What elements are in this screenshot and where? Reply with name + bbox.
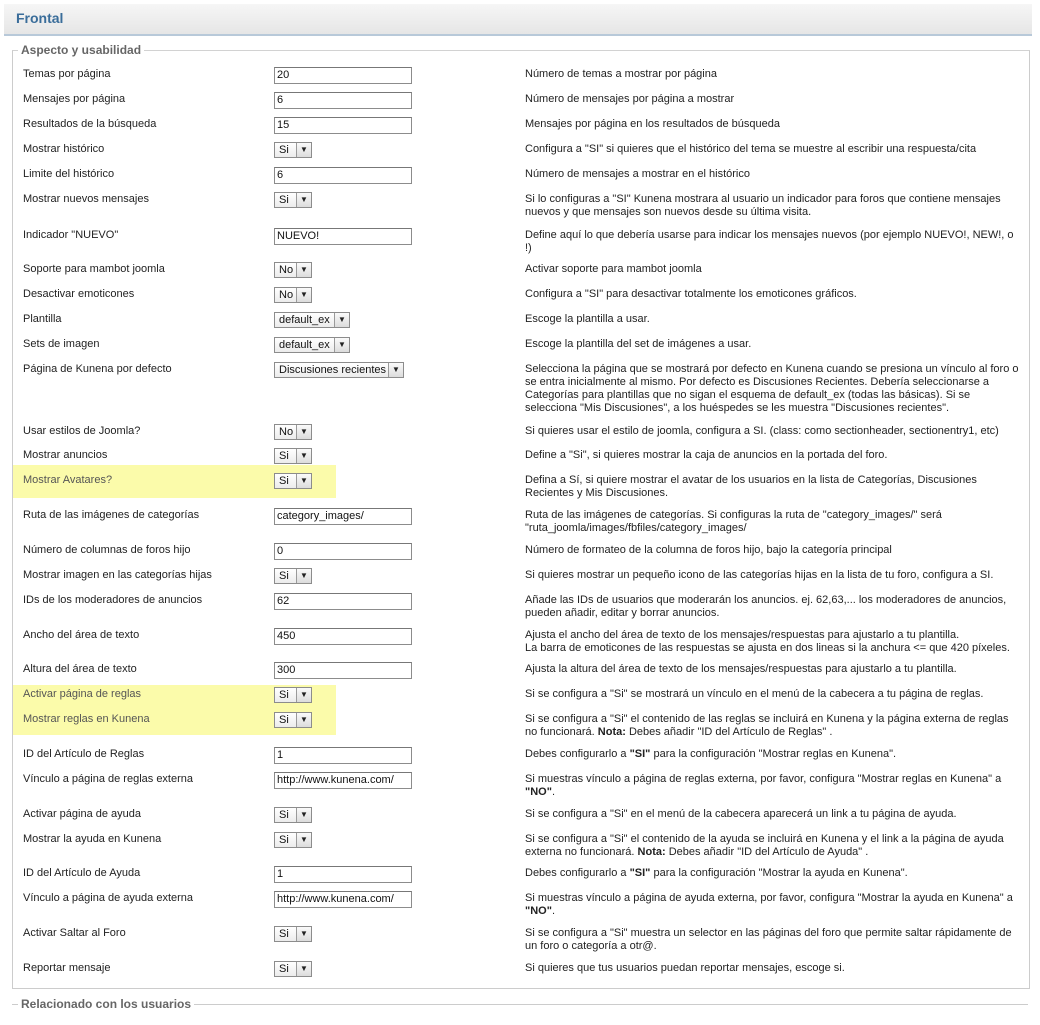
select-value: No bbox=[279, 264, 294, 276]
description-text: para la configuración "Mostrar la ayuda en Kunena". bbox=[653, 867, 908, 879]
mostrar-ayuda-select[interactable] bbox=[274, 832, 312, 848]
ruta-imagenes-input[interactable] bbox=[274, 508, 412, 525]
setting-description bbox=[525, 867, 1023, 880]
description-emphasis: "SI" bbox=[629, 748, 651, 760]
description-emphasis: "NO" bbox=[525, 905, 552, 917]
setting-label: Vínculo a página de reglas externa bbox=[23, 773, 194, 785]
setting-description: Número de mensajes por página a mostrar bbox=[525, 93, 735, 105]
setting-description: Si se configura a "Si" se mostrará un vínculo en el menú de la cabecera a tu página de reglas. bbox=[525, 688, 984, 700]
chevron-down-icon: ▼ bbox=[296, 449, 311, 463]
chevron-down-icon: ▼ bbox=[296, 833, 311, 847]
mostrar-reglas-select[interactable] bbox=[274, 712, 312, 728]
select-value: Si bbox=[279, 570, 289, 582]
chevron-down-icon: ▼ bbox=[334, 338, 349, 352]
setting-label: Sets de imagen bbox=[23, 338, 100, 350]
panel-title: Frontal bbox=[16, 10, 64, 26]
indicador-nuevo-input[interactable] bbox=[274, 228, 412, 245]
estilos-joomla-select[interactable] bbox=[274, 424, 312, 440]
ids-moderadores-input[interactable] bbox=[274, 593, 412, 610]
resultados-busqueda-input[interactable] bbox=[274, 117, 412, 134]
select-value: default_ex bbox=[279, 314, 330, 326]
select-value: Si bbox=[279, 928, 289, 940]
setting-label: Altura del área de texto bbox=[23, 663, 137, 675]
setting-label: Número de columnas de foros hijo bbox=[23, 544, 191, 556]
chevron-down-icon: ▼ bbox=[296, 288, 311, 302]
limite-historico-input[interactable] bbox=[274, 167, 412, 184]
setting-label: Indicador "NUEVO" bbox=[23, 229, 119, 241]
chevron-down-icon: ▼ bbox=[296, 688, 311, 702]
description-text: Debes configurarlo a bbox=[525, 748, 627, 760]
select-value: Si bbox=[279, 963, 289, 975]
setting-description: Define a "Si", si quieres mostrar la caja de anuncios en la portada del foro. bbox=[525, 449, 888, 461]
setting-label: ID del Artículo de Reglas bbox=[23, 748, 145, 760]
setting-label: Usar estilos de Joomla? bbox=[23, 425, 141, 437]
setting-description: Ruta de las imágenes de categorías. Si configuras la ruta de "category_images/" será "ruta_joomla/images/fbfiles/category_images/ bbox=[525, 509, 942, 534]
setting-description bbox=[525, 833, 1023, 859]
setting-label: Mostrar Avatares? bbox=[23, 474, 113, 486]
chevron-down-icon: ▼ bbox=[296, 425, 311, 439]
setting-description: Si se configura a "Si" muestra un selector en las páginas del foro que permite saltar rápidamente de un foro o categoría a otr@. bbox=[525, 927, 1012, 952]
description-emphasis: "SI" bbox=[629, 867, 651, 879]
select-value: Si bbox=[279, 450, 289, 462]
reportar-mensaje-select[interactable] bbox=[274, 961, 312, 977]
setting-description: Define aquí lo que debería usarse para indicar los mensajes nuevos (por ejemplo NUEVO!, NEW!, o !) bbox=[525, 229, 1014, 254]
setting-description: Si se configura a "Si" en el menú de la cabecera aparecerá un link a tu página de ayuda. bbox=[525, 808, 957, 820]
setting-description: Defina a Sí, si quiere mostrar el avatar de los usuarios en la lista de Categorías, Discusiones Recientes y Mis Discusiones. bbox=[525, 474, 977, 499]
mostrar-anuncios-select[interactable] bbox=[274, 448, 312, 464]
activar-ayuda-select[interactable] bbox=[274, 807, 312, 823]
setting-description: Mensajes por página en los resultados de búsqueda bbox=[525, 118, 781, 130]
chevron-down-icon: ▼ bbox=[296, 808, 311, 822]
chevron-down-icon: ▼ bbox=[296, 962, 311, 976]
plantilla-select[interactable] bbox=[274, 312, 350, 328]
setting-label: Activar Saltar al Foro bbox=[23, 927, 126, 939]
setting-description: Número de temas a mostrar por página bbox=[525, 68, 717, 80]
note-label: Nota: bbox=[597, 726, 626, 738]
setting-label: Mensajes por página bbox=[23, 93, 126, 105]
sets-imagen-select[interactable] bbox=[274, 337, 350, 353]
desactivar-emoticones-select[interactable] bbox=[274, 287, 312, 303]
setting-description: Número de formateo de la columna de foros hijo, bajo la categoría principal bbox=[525, 544, 892, 556]
setting-label: Limite del histórico bbox=[23, 168, 115, 180]
setting-label: Plantilla bbox=[23, 313, 62, 325]
select-value: Si bbox=[279, 144, 289, 156]
chevron-down-icon: ▼ bbox=[388, 363, 403, 377]
setting-label: Resultados de la búsqueda bbox=[23, 118, 157, 130]
setting-label: Soporte para mambot joomla bbox=[23, 263, 165, 275]
chevron-down-icon: ▼ bbox=[296, 143, 311, 157]
note-text: Debes añadir "ID del Artículo de Ayuda" . bbox=[668, 846, 869, 858]
setting-label: Mostrar reglas en Kunena bbox=[23, 713, 150, 725]
temas-por-pagina-input[interactable] bbox=[274, 67, 412, 84]
select-value: No bbox=[279, 289, 294, 301]
setting-description: Si lo configuras a "SI" Kunena mostrara al usuario un indicador para foros que contiene mensajes nuevos y que mensajes son nuevos desde su última visita. bbox=[525, 193, 1001, 218]
setting-label: Mostrar imagen en las categorías hijas bbox=[23, 569, 212, 581]
setting-label: Mostrar histórico bbox=[23, 143, 105, 155]
setting-description: Configura a "SI" si quieres que el histórico del tema se muestre al escribir una respuesta/cita bbox=[525, 143, 977, 155]
setting-label: Ruta de las imágenes de categorías bbox=[23, 509, 200, 521]
vinculo-ayuda-input[interactable] bbox=[274, 891, 412, 908]
setting-description: Añade las IDs de usuarios que moderarán los anuncios. ej. 62,63,... los moderadores de anuncios, pueden añadir, editar y borrar anuncios. bbox=[525, 594, 1007, 619]
setting-description bbox=[525, 713, 1023, 739]
setting-label: Vínculo a página de ayuda externa bbox=[23, 892, 194, 904]
select-value: Si bbox=[279, 194, 289, 206]
setting-label: Reportar mensaje bbox=[23, 962, 111, 974]
setting-description: Si quieres que tus usuarios puedan reportar mensajes, escoge si. bbox=[525, 962, 845, 974]
setting-label: Activar página de ayuda bbox=[23, 808, 142, 820]
description-text: Debes configurarlo a bbox=[525, 867, 627, 879]
select-value: Si bbox=[279, 834, 289, 846]
setting-description: Si quieres mostrar un pequeño icono de las categorías hijas en la lista de tu foro, configura a SI. bbox=[525, 569, 994, 581]
chevron-down-icon: ▼ bbox=[296, 927, 311, 941]
imagen-categorias-hijas-select[interactable] bbox=[274, 568, 312, 584]
description-text: Si muestras vínculo a página de ayuda externa, por favor, configura "Mostrar la ayuda en Kunena" a bbox=[525, 892, 1013, 904]
select-value: Discusiones recientes bbox=[279, 364, 386, 376]
setting-label: Mostrar anuncios bbox=[23, 449, 108, 461]
ancho-texto-input[interactable] bbox=[274, 628, 412, 645]
setting-description bbox=[525, 773, 1023, 799]
setting-label: Desactivar emoticones bbox=[23, 288, 135, 300]
description-text: . bbox=[551, 786, 555, 798]
pagina-defecto-select[interactable] bbox=[274, 362, 404, 378]
setting-description bbox=[525, 629, 1023, 655]
setting-label: Activar página de reglas bbox=[23, 688, 142, 700]
id-articulo-reglas-input[interactable] bbox=[274, 747, 412, 764]
chevron-down-icon: ▼ bbox=[296, 713, 311, 727]
columnas-foros-input[interactable] bbox=[274, 543, 412, 560]
setting-description: Activar soporte para mambot joomla bbox=[525, 263, 702, 275]
setting-label: IDs de los moderadores de anuncios bbox=[23, 594, 203, 606]
description-text: . bbox=[551, 905, 555, 917]
setting-label: Temas por página bbox=[23, 68, 111, 80]
setting-description: Ajusta la altura del área de texto de los mensajes/respuestas para ajustarlo a tu plantilla. bbox=[525, 663, 957, 675]
note-text: Debes añadir "ID del Artículo de Reglas" . bbox=[628, 726, 833, 738]
id-articulo-ayuda-input[interactable] bbox=[274, 866, 412, 883]
description-line: La barra de emoticones de las respuestas se ajusta en dos lineas si la anchura <= que 420 píxeles. bbox=[525, 642, 1010, 654]
setting-description bbox=[525, 748, 1023, 761]
setting-description: Selecciona la página que se mostrará por defecto en Kunena cuando se presiona un vínculo al foro o se entra inicialmente al mismo. Por defecto es Discusiones Recientes. Debería seleccionarse a Categorías para plantillas que no sigan el esquema de default_ex (todas las básicas). Si se selecciona "Mis Discusiones", a los huéspedes se les muestra "Discusiones recientes". bbox=[525, 363, 1019, 414]
setting-label: Ancho del área de texto bbox=[23, 629, 140, 641]
chevron-down-icon: ▼ bbox=[296, 193, 311, 207]
description-emphasis: "NO" bbox=[525, 786, 552, 798]
select-value: No bbox=[279, 426, 294, 438]
setting-label: Página de Kunena por defecto bbox=[23, 363, 172, 375]
soporte-mambot-select[interactable] bbox=[274, 262, 312, 278]
select-value: Si bbox=[279, 475, 289, 487]
fieldset-legend-usuarios: Relacionado con los usuarios bbox=[18, 997, 194, 1011]
mostrar-nuevos-mensajes-select[interactable] bbox=[274, 192, 312, 208]
setting-label: Mostrar nuevos mensajes bbox=[23, 193, 149, 205]
chevron-down-icon: ▼ bbox=[296, 569, 311, 583]
select-value: Si bbox=[279, 809, 289, 821]
fieldset-legend: Aspecto y usabilidad bbox=[18, 43, 144, 57]
activar-reglas-select[interactable] bbox=[274, 687, 312, 703]
altura-texto-input[interactable] bbox=[274, 662, 412, 679]
select-value: default_ex bbox=[279, 339, 330, 351]
saltar-foro-select[interactable] bbox=[274, 926, 312, 942]
setting-description: Si quieres usar el estilo de joomla, configura a SI. (class: como sectionheader, sectionentry1, etc) bbox=[525, 425, 999, 437]
description-text: Si muestras vínculo a página de reglas externa, por favor, configura "Mostrar reglas en Kunena" a bbox=[525, 773, 1002, 785]
select-value: Si bbox=[279, 714, 289, 726]
note-label: Nota: bbox=[637, 846, 666, 858]
setting-description: Escoge la plantilla a usar. bbox=[525, 313, 650, 325]
setting-description bbox=[525, 892, 1023, 918]
mostrar-historico-select[interactable] bbox=[274, 142, 312, 158]
panel-header bbox=[4, 4, 1032, 36]
chevron-down-icon: ▼ bbox=[334, 313, 349, 327]
setting-description: Configura a "SI" para desactivar totalmente los emoticones gráficos. bbox=[525, 288, 857, 300]
setting-label: Mostrar la ayuda en Kunena bbox=[23, 833, 162, 845]
mostrar-avatares-select[interactable] bbox=[274, 473, 312, 489]
description-text: Si se configura a "Si" el contenido de la ayuda se incluirá en Kunena y el link a la página de ayuda externa no funcionará. bbox=[525, 833, 1004, 858]
setting-description: Escoge la plantilla del set de imágenes a usar. bbox=[525, 338, 752, 350]
mensajes-por-pagina-input[interactable] bbox=[274, 92, 412, 109]
description-text: Si se configura a "Si" el contenido de las reglas se incluirá en Kunena y la página externa de reglas no funcionará. bbox=[525, 713, 1009, 738]
chevron-down-icon: ▼ bbox=[296, 263, 311, 277]
setting-label: ID del Artículo de Ayuda bbox=[23, 867, 141, 879]
select-value: Si bbox=[279, 689, 289, 701]
description-line: Ajusta el ancho del área de texto de los mensajes/respuestas para ajustarlo a tu plantilla. bbox=[525, 629, 960, 641]
chevron-down-icon: ▼ bbox=[296, 474, 311, 488]
description-text: para la configuración "Mostrar reglas en Kunena". bbox=[653, 748, 897, 760]
setting-description: Número de mensajes a mostrar en el histórico bbox=[525, 168, 750, 180]
vinculo-reglas-input[interactable] bbox=[274, 772, 412, 789]
